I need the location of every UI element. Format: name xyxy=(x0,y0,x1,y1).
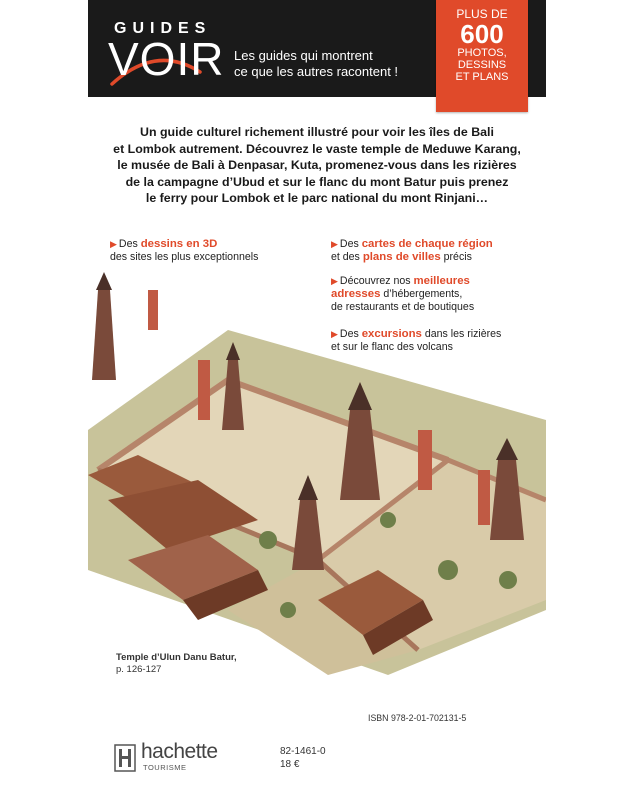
feature-text: Découvrez nos xyxy=(339,275,414,287)
feature-addresses xyxy=(331,275,541,314)
reference-number: 82-1461-0 xyxy=(280,746,326,757)
feature-excursions xyxy=(331,328,541,354)
feature-highlight: cartes de chaque région xyxy=(361,238,493,250)
badge-line-4: DESSINS xyxy=(457,59,507,71)
badge-line-1: PLUS DE xyxy=(456,7,508,21)
guides-voir-logo xyxy=(108,20,228,90)
feature-text: Des xyxy=(339,328,362,340)
feature-maps xyxy=(331,238,541,264)
badge-count: 600 xyxy=(460,19,504,49)
feature-text: précis xyxy=(440,251,472,263)
logo-voir-text: VOIR xyxy=(108,33,225,85)
intro-line: Un guide culturel richement illustré pour voir les îles de Bali xyxy=(140,125,494,139)
intro-line: le musée de Bali à Denpasar, Kuta, promenez-vous dans les rizières xyxy=(117,158,517,172)
intro-line: de la campagne d’Ubud et sur le flanc du mont Batur puis prenez xyxy=(125,174,509,189)
arrow-right-icon: ▶ xyxy=(110,239,117,249)
hachette-h-icon xyxy=(114,744,136,772)
feature-text: Des xyxy=(118,238,141,250)
tagline-line-1: Les guides qui montrent xyxy=(234,48,373,63)
feature-3d-drawings xyxy=(110,238,310,264)
feature-text: dans les rizières xyxy=(421,328,502,340)
isbn: ISBN 978-2-01-702131-5 xyxy=(368,713,467,723)
arrow-right-icon: ▶ xyxy=(331,329,338,339)
caption-pages: p. 126-127 xyxy=(116,664,162,675)
tagline xyxy=(234,48,398,80)
feature-text: et sur le flanc des volcans xyxy=(331,341,453,353)
feature-highlight: plans de villes xyxy=(362,251,441,263)
caption-title: Temple d’Ulun Danu Batur, xyxy=(116,652,237,663)
price: 18 € xyxy=(280,759,300,770)
feature-text: de restaurants et de boutiques xyxy=(331,301,475,313)
intro-line: le ferry pour Lombok et le parc national du mont Rinjani… xyxy=(145,191,489,205)
feature-highlight: excursions xyxy=(361,328,422,340)
feature-highlight: dessins en 3D xyxy=(140,238,218,250)
feature-text: d’hébergements, xyxy=(380,288,463,300)
intro-paragraph xyxy=(96,124,538,207)
illustration-caption xyxy=(116,652,237,676)
feature-highlight: meilleures xyxy=(413,275,470,287)
badge-line-5: ET PLANS xyxy=(455,71,509,83)
feature-highlight: adresses xyxy=(331,288,381,300)
header-band xyxy=(88,0,546,97)
feature-text: des sites les plus exceptionnels xyxy=(110,251,259,263)
logo-guides-text: GUIDES xyxy=(114,20,212,37)
intro-line: et Lombok autrement. Découvrez le vaste temple de Meduwe Karang, xyxy=(113,141,521,156)
reference-codes xyxy=(280,745,326,771)
book-back-cover xyxy=(88,0,546,800)
feature-text: Des xyxy=(339,238,362,250)
hachette-tourisme-logo xyxy=(114,742,244,778)
publisher-name: hachette xyxy=(141,740,218,763)
arrow-right-icon: ▶ xyxy=(331,239,338,249)
tagline-line-2: ce que les autres racontent ! xyxy=(234,64,399,79)
publisher-sub: TOURISME xyxy=(143,763,187,772)
badge-line-3: PHOTOS, xyxy=(457,47,507,59)
arrow-right-icon: ▶ xyxy=(331,276,338,286)
feature-text: et des xyxy=(331,251,363,263)
photos-count-badge xyxy=(436,0,528,112)
